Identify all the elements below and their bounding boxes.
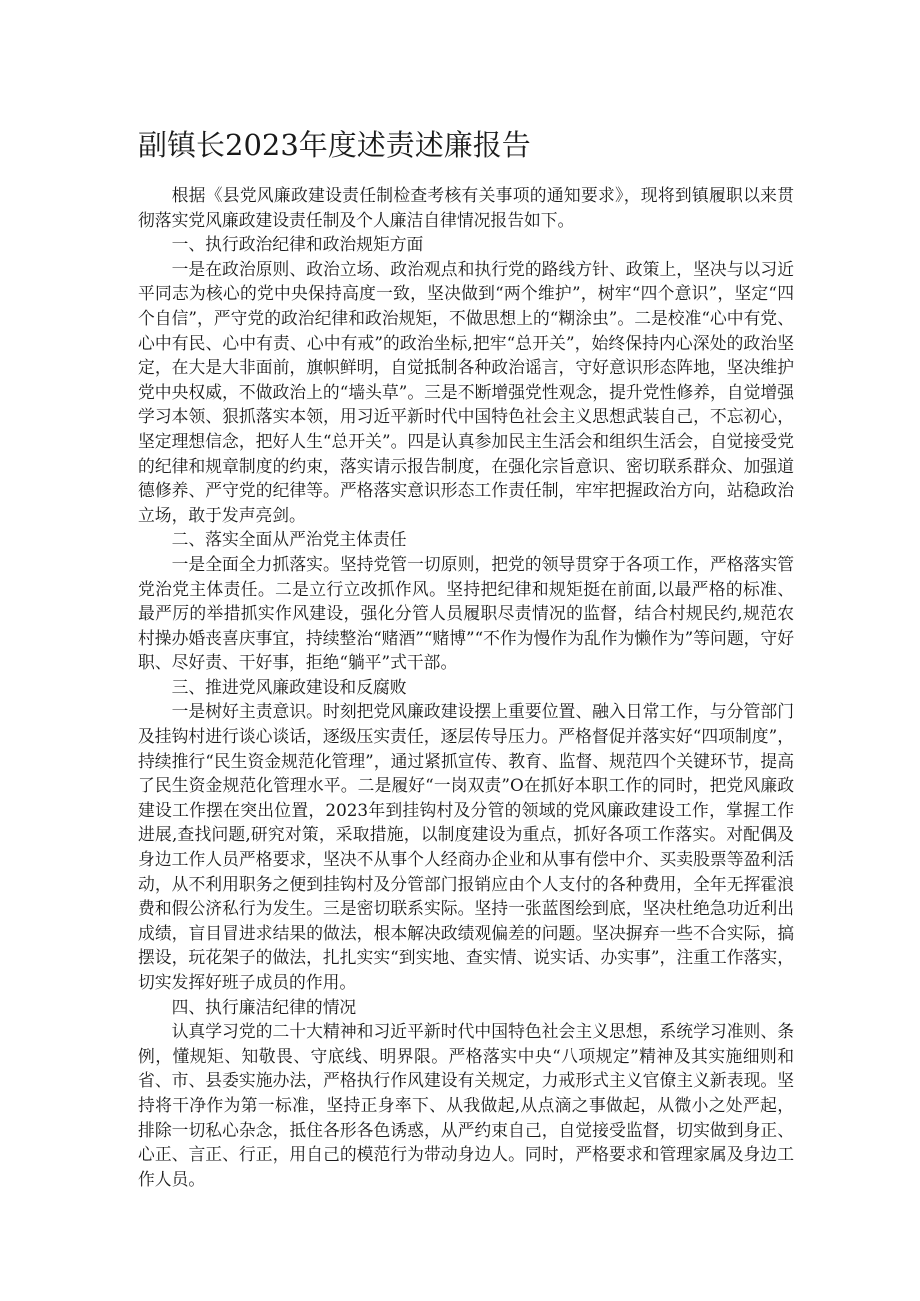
section-3-heading: 三、推进党风廉政建设和反腐败 xyxy=(171,676,407,697)
section-2-heading: 二、落实全面从严治党主体责任 xyxy=(171,529,407,550)
document-body xyxy=(138,183,794,1191)
section-3-paragraph: 一是树好主责意识。时刻把党风廉政建设摆上重要位置、融入日常工作，与分管部门及挂钩村进行谈心谈话，逐级压实责任，逐层传导压力。严格督促并落实好“四项制度”，持续推行“民生资金规范化管理”，通过紧抓宣传、教育、监督、规范四个关键环节，提高了民生资金规范化管理水平。二是履好“一岗双责”O在抓好本职工作的同时，把党风廉政建设工作摆在突出位置，2023年到挂钩村及分管的领域的党风廉政建设工作，掌握工作进展,查找问题,研究对策，采取措施，以制度建设为重点，抓好各项工作落实。对配偶及身边工作人员严格要求，坚决不从事个人经商办企业和从事有偿中介、买卖股票等盈利活动，从不利用职务之便到挂钩村及分管部门报销应由个人支付的各种费用，全年无挥霍浪费和假公济私行为发生。三是密切联系实际。坚持一张蓝图绘到底，坚决杜绝急功近利出成绩，盲目冒进求结果的做法，根本解决政绩观偏差的问题。坚决摒弃一些不合实际，搞摆设，玩花架子的做法，扎扎实实“到实地、查实情、说实话、办实事”，注重工作落实，切实发挥好班子成员的作用。 xyxy=(138,701,794,992)
document-page xyxy=(138,125,794,1191)
section-4-heading: 四、执行廉洁纪律的情况 xyxy=(171,996,357,1017)
intro-paragraph: 根据《县党风廉政建设责任制检查考核有关事项的通知要求》，现将到镇履职以来贯彻落实党风廉政建设责任制及个人廉洁自律情况报告如下。 xyxy=(138,185,794,230)
section-2-paragraph: 一是全面全力抓落实。坚持党管一切原则，把党的领导贯穿于各项工作，严格落实管党治党主体责任。二是立行立改抓作风。坚持把纪律和规矩挺在前面,以最严格的标准、最严厉的举措抓实作风建设，强化分管人员履职尽责情况的监督，结合村规民约,规范农村操办婚丧喜庆事宜，持续整治“赌酒”“赌博”“不作为慢作为乱作为懒作为”等问题，守好职、尽好责、干好事，拒绝“躺平”式干部。 xyxy=(138,553,794,673)
section-1-paragraph: 一是在政治原则、政治立场、政治观点和执行党的路线方针、政策上，坚决与以习近平同志为核心的党中央保持高度一致，坚决做到“两个维护”，树牢“四个意识”，坚定“四个自信”，严守党的政治纪律和政治规矩，不做思想上的“糊涂虫”。二是校准“心中有党、心中有民、心中有责、心中有戒”的政治坐标,把牢“总开关”，始终保持内心深处的政治坚定，在大是大非面前，旗帜鲜明，自觉抵制各种政治谣言，守好意识形态阵地，坚决维护党中央权威，不做政治上的“墙头草”。三是不断增强党性观念，提升党性修养，自觉增强学习本领、狠抓落实本领，用习近平新时代中国特色社会主义思想武装自己，不忘初心，坚定理想信念，把好人生“总开关”。四是认真参加民主生活会和组织生活会，自觉接受党的纪律和规章制度的约束，落实请示报告制度，在强化宗旨意识、密切联系群众、加强道德修养、严守党的纪律等。严格落实意识形态工作责任制，牢牢把握政治方向，站稳政治立场，敢于发声亮剑。 xyxy=(138,258,794,525)
document-title: 副镇长2023年度述责述廉报告 xyxy=(138,128,531,162)
section-4-paragraph: 认真学习党的二十大精神和习近平新时代中国特色社会主义思想，系统学习准则、条例，懂规矩、知敬畏、守底线、明界限。严格落实中央“八项规定”精神及其实施细则和省、市、县委实施办法，严格执行作风建设有关规定，力戒形式主义官僚主义新表现。坚持将干净作为第一标准，坚持正身率下、从我做起,从点滴之事做起，从微小之处严起，排除一切私心杂念，抵住各形各色诱惑，从严约束自己，自觉接受监督，切实做到身正、心正、言正、行正，用自己的模范行为带动身边人。同时，严格要求和管理家属及身边工作人员。 xyxy=(138,1021,794,1189)
section-1-heading: 一、执行政治纪律和政治规矩方面 xyxy=(171,234,424,255)
